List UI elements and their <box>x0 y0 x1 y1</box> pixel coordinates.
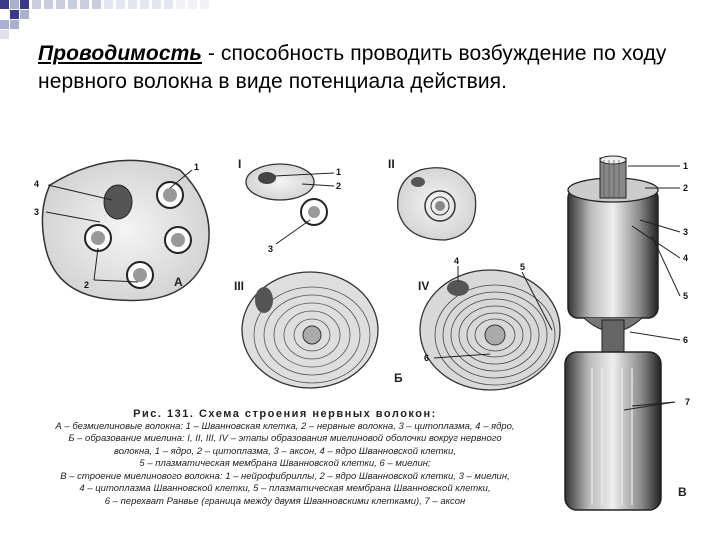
panel-b-label: Б <box>394 371 403 385</box>
caption-line-4: 5 – плазматическая мембрана Шванновской клетки, 6 – миелин; <box>139 458 431 469</box>
figure-caption <box>30 408 540 508</box>
caption-title: Рис. 131. Схема строения нервных волокон: <box>133 408 437 420</box>
stage-ii-label: II <box>388 157 395 171</box>
caption-line-6: 4 – цитоплазма Шванновской клетки, 5 – плазматическая мембрана Шванновской клетки, <box>79 483 491 494</box>
label-a-2: 2 <box>84 280 90 290</box>
label-v-2: 2 <box>683 183 689 193</box>
stage-iv-label: IV <box>418 279 430 293</box>
label-a-1: 1 <box>194 162 200 172</box>
panel-v-label: В <box>678 485 687 499</box>
panel-a-label: А <box>174 275 183 289</box>
caption-line-7: 6 – перехват Ранвье (граница между двумя Шванновскими клетками), 7 – аксон <box>104 495 466 507</box>
label-iv-6: 6 <box>424 353 430 363</box>
label-i-3: 3 <box>268 244 274 254</box>
label-v-3: 3 <box>683 227 689 237</box>
label-i-1: 1 <box>336 167 342 177</box>
caption-line-3: волокна, 1 – ядро, 2 – цитоплазма, 3 – аксон, 4 – ядро Шванновской клетки, <box>114 445 456 457</box>
caption-line-5: В – строение миелинового волокна: 1 – нейрофибриллы, 2 – ядро Шванновской клетки, 3 – миелин, <box>60 470 510 482</box>
slide-title <box>38 40 708 96</box>
caption-line-2: Б – образование миелина: I, II, III, IV – этапы образования миелиновой оболочки вокруг нервного <box>68 433 502 444</box>
label-a-3: 3 <box>34 207 40 217</box>
label-v-1: 1 <box>683 161 689 171</box>
stage-ii <box>388 157 476 240</box>
label-v-7: 7 <box>685 397 691 407</box>
title-term: Проводимость <box>38 42 202 65</box>
label-iv-4: 4 <box>454 256 460 266</box>
panel-a-unmyelinated <box>34 160 209 300</box>
label-v-5: 5 <box>683 291 689 301</box>
stage-iii-label: III <box>234 279 245 293</box>
stage-i-label: I <box>238 157 242 171</box>
label-v-4: 4 <box>683 253 689 263</box>
title-definition: - способность проводить возбуждение по ходу нервного волокна в виде потенциала действия. <box>38 42 667 93</box>
label-i-2: 2 <box>336 181 342 191</box>
label-iv-5: 5 <box>520 262 526 272</box>
decorative-squares <box>0 0 220 40</box>
label-a-4: 4 <box>34 179 40 189</box>
stage-i <box>238 157 341 254</box>
stage-iii <box>234 272 378 388</box>
stage-iv <box>418 256 560 390</box>
panel-v-myelinated <box>565 156 690 510</box>
label-v-6: 6 <box>683 335 689 345</box>
caption-line-1: А – безмиелиновые волокна: 1 – Шванновская клетка, 2 – нервные волокна, 3 – цитоплазма, 4 – ядро, <box>55 420 515 432</box>
